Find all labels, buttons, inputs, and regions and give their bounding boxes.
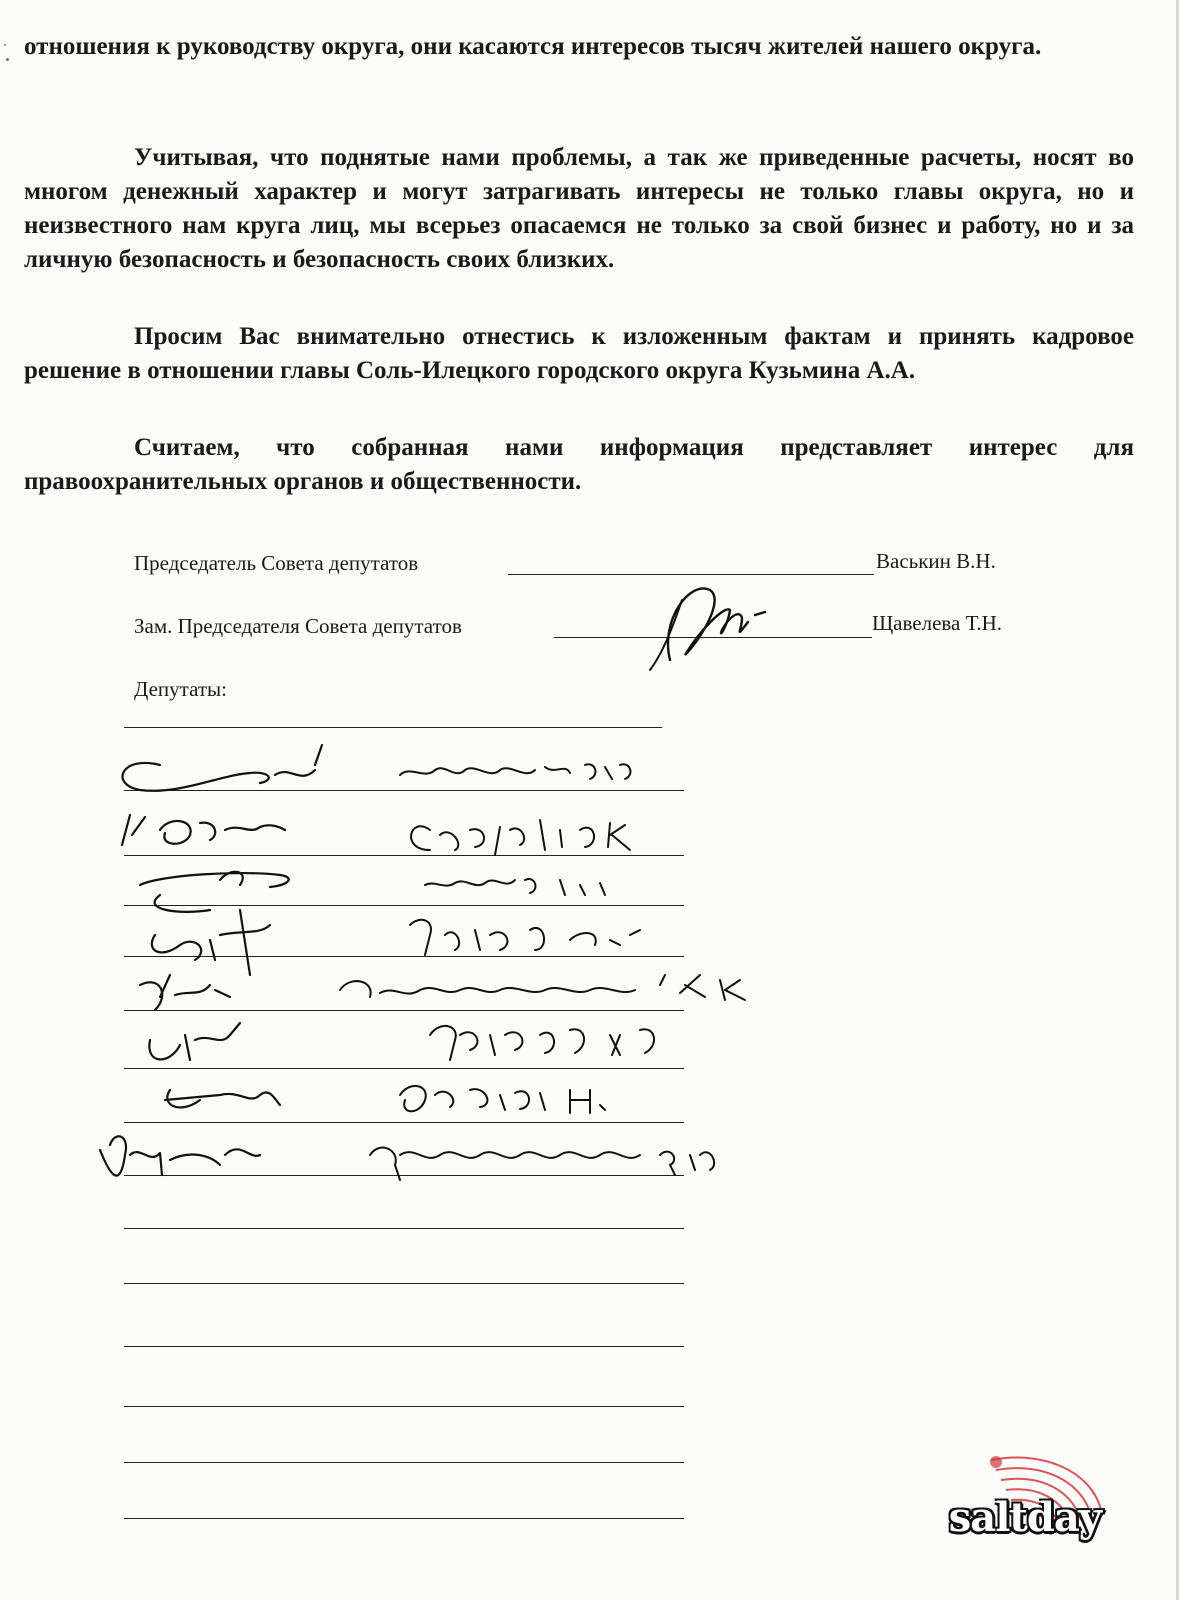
- deputies-handwriting: [100, 735, 820, 1205]
- paragraph-top-fragment: отношения к руководству округа, они касаются интересов тысяч жителей нашего округа.: [24, 33, 1042, 60]
- vice-chair-name: Щавелева Т.Н.: [872, 611, 1003, 635]
- deputy-line: [124, 1346, 684, 1347]
- scan-artifact: [4, 44, 6, 46]
- deputy-line: [124, 727, 662, 728]
- vice-chair-signature: [630, 560, 780, 680]
- saltday-watermark: saltday: [948, 1494, 1101, 1541]
- deputy-line: [124, 1406, 684, 1407]
- deputy-line: [124, 1228, 684, 1229]
- paragraph-conclusion: Считаем, что собранная нами информация представляет интерес для правоохранительных органов и общественности.: [24, 434, 1134, 495]
- chair-title: Председатель Совета депутатов: [134, 551, 419, 575]
- paragraph-request: Просим Вас внимательно отнестись к изложенным фактам и принять кадровое решение в отношении главы Соль-Илецкого городского округа Кузьмина А.А.: [24, 323, 1134, 384]
- deputy-line: [124, 1518, 684, 1519]
- deputy-line: [124, 1462, 684, 1463]
- deputy-line: [124, 1283, 684, 1284]
- vice-chair-title: Зам. Председателя Совета депутатов: [134, 614, 462, 638]
- chair-name: Васькин В.Н.: [876, 549, 996, 573]
- deputies-label: Депутаты:: [134, 677, 227, 701]
- scan-artifact: [6, 58, 9, 61]
- paragraph-concerns: Учитывая, что поднятые нами проблемы, а так же приведенные расчеты, носят во многом денежный характер и могут затрагивать интересы не только главы округа, но и неизвестного нам круга лиц, мы всерьез опасаемся не только за свой бизнес и работу, но и за личную безопасность и безопасность своих близких.: [24, 144, 1134, 273]
